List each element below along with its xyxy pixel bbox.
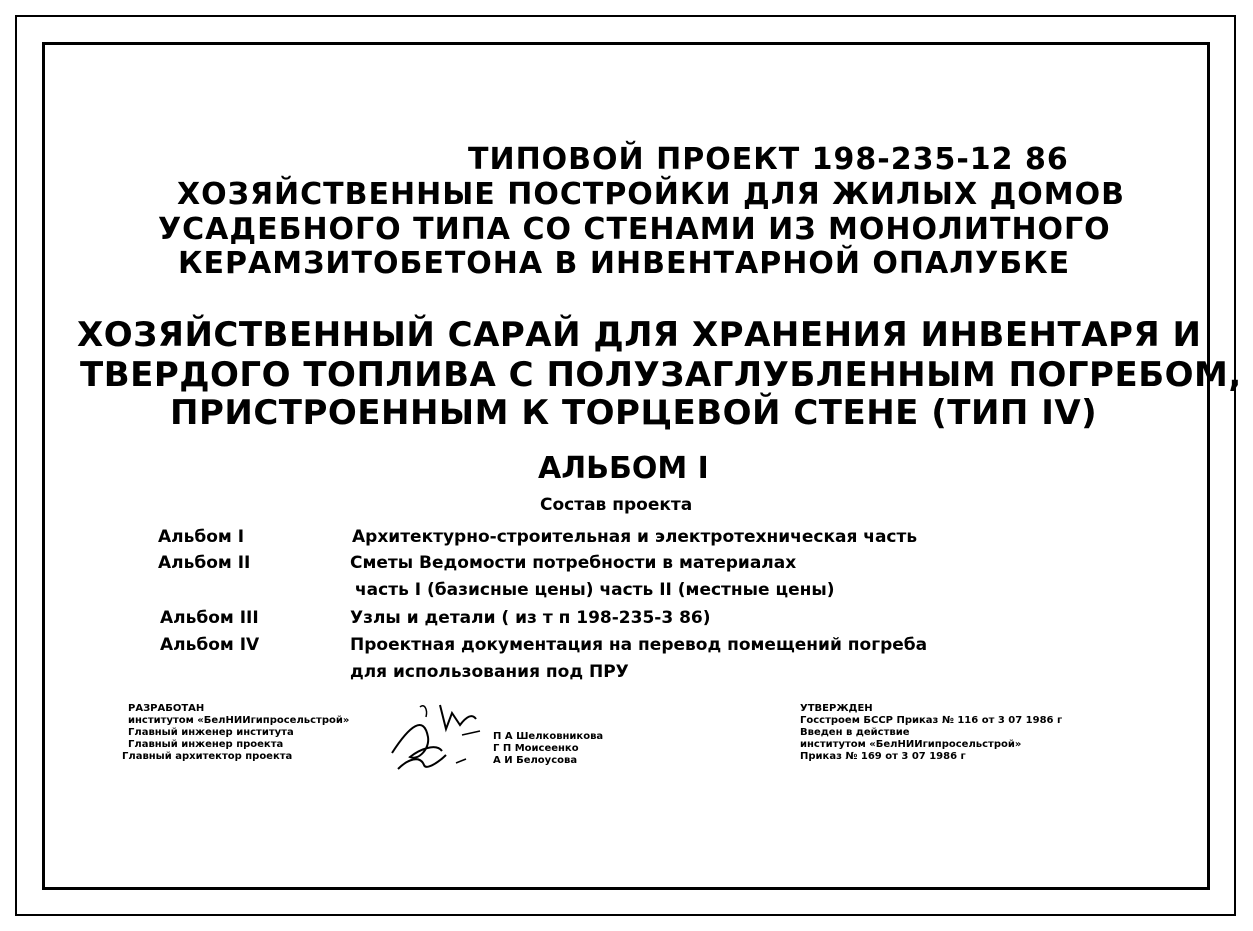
contents-text-3: Узлы и детали ( из т п 198-235-3 86): [350, 608, 711, 628]
contents-text-4a: Проектная документация на перевод помещений погреба: [350, 635, 928, 655]
subject-line-2: ТВЕРДОГО ТОПЛИВА С ПОЛУЗАГЛУБЛЕННЫМ ПОГРЕБОМ,: [80, 355, 1242, 395]
developed-chief-architect: Главный архитектор проекта: [122, 751, 293, 762]
developer-name-1: П А Шелковникова: [493, 731, 604, 742]
contents-text-4b: для использования под ПРУ: [350, 662, 629, 682]
contents-heading: Состав проекта: [540, 495, 693, 515]
project-number: ТИПОВОЙ ПРОЕКТ 198-235-12 86: [468, 142, 1069, 177]
developed-institute: институтом «БелНИИгипросельстрой»: [128, 715, 350, 726]
approved-order-1: Госстроем БССР Приказ № 116 от 3 07 1986 г: [800, 715, 1063, 726]
contents-label-2: Альбом II: [158, 553, 251, 573]
subject-line-3: ПРИСТРОЕННЫМ К ТОРЦЕВОЙ СТЕНЕ (ТИП IV): [170, 393, 1098, 433]
approved-institute: институтом «БелНИИгипросельстрой»: [800, 739, 1022, 750]
header-line-2: ХОЗЯЙСТВЕННЫЕ ПОСТРОЙКИ ДЛЯ ЖИЛЫХ ДОМОВ: [177, 177, 1126, 212]
developed-chief-engineer-project: Главный инженер проекта: [128, 739, 284, 750]
signatures-graphic: [380, 695, 490, 775]
album-title: АЛЬБОМ I: [538, 451, 709, 486]
header-line-3: УСАДЕБНОГО ТИПА СО СТЕНАМИ ИЗ МОНОЛИТНОГО: [158, 212, 1111, 247]
approved-heading: УТВЕРЖДЕН: [800, 703, 873, 714]
contents-text-2b: часть I (базисные цены) часть II (местные цены): [355, 580, 835, 600]
subject-line-1: ХОЗЯЙСТВЕННЫЙ САРАЙ ДЛЯ ХРАНЕНИЯ ИНВЕНТАРЯ И: [77, 315, 1202, 355]
developed-heading: РАЗРАБОТАН: [128, 703, 205, 714]
developer-name-3: А И Белоусова: [493, 755, 578, 766]
approved-order-2: Приказ № 169 от 3 07 1986 г: [800, 751, 966, 762]
contents-text-1: Архитектурно-строительная и электротехническая часть: [352, 527, 918, 547]
developer-name-2: Г П Моисеенко: [493, 743, 579, 754]
contents-label-3: Альбом III: [160, 608, 259, 628]
contents-text-2a: Сметы Ведомости потребности в материалах: [350, 553, 797, 573]
developed-chief-engineer-institute: Главный инженер института: [128, 727, 294, 738]
header-line-4: КЕРАМЗИТОБЕТОНА В ИНВЕНТАРНОЙ ОПАЛУБКЕ: [178, 246, 1071, 281]
contents-label-4: Альбом IV: [160, 635, 260, 655]
approved-introduced: Введен в действие: [800, 727, 910, 738]
contents-label-1: Альбом I: [158, 527, 245, 547]
